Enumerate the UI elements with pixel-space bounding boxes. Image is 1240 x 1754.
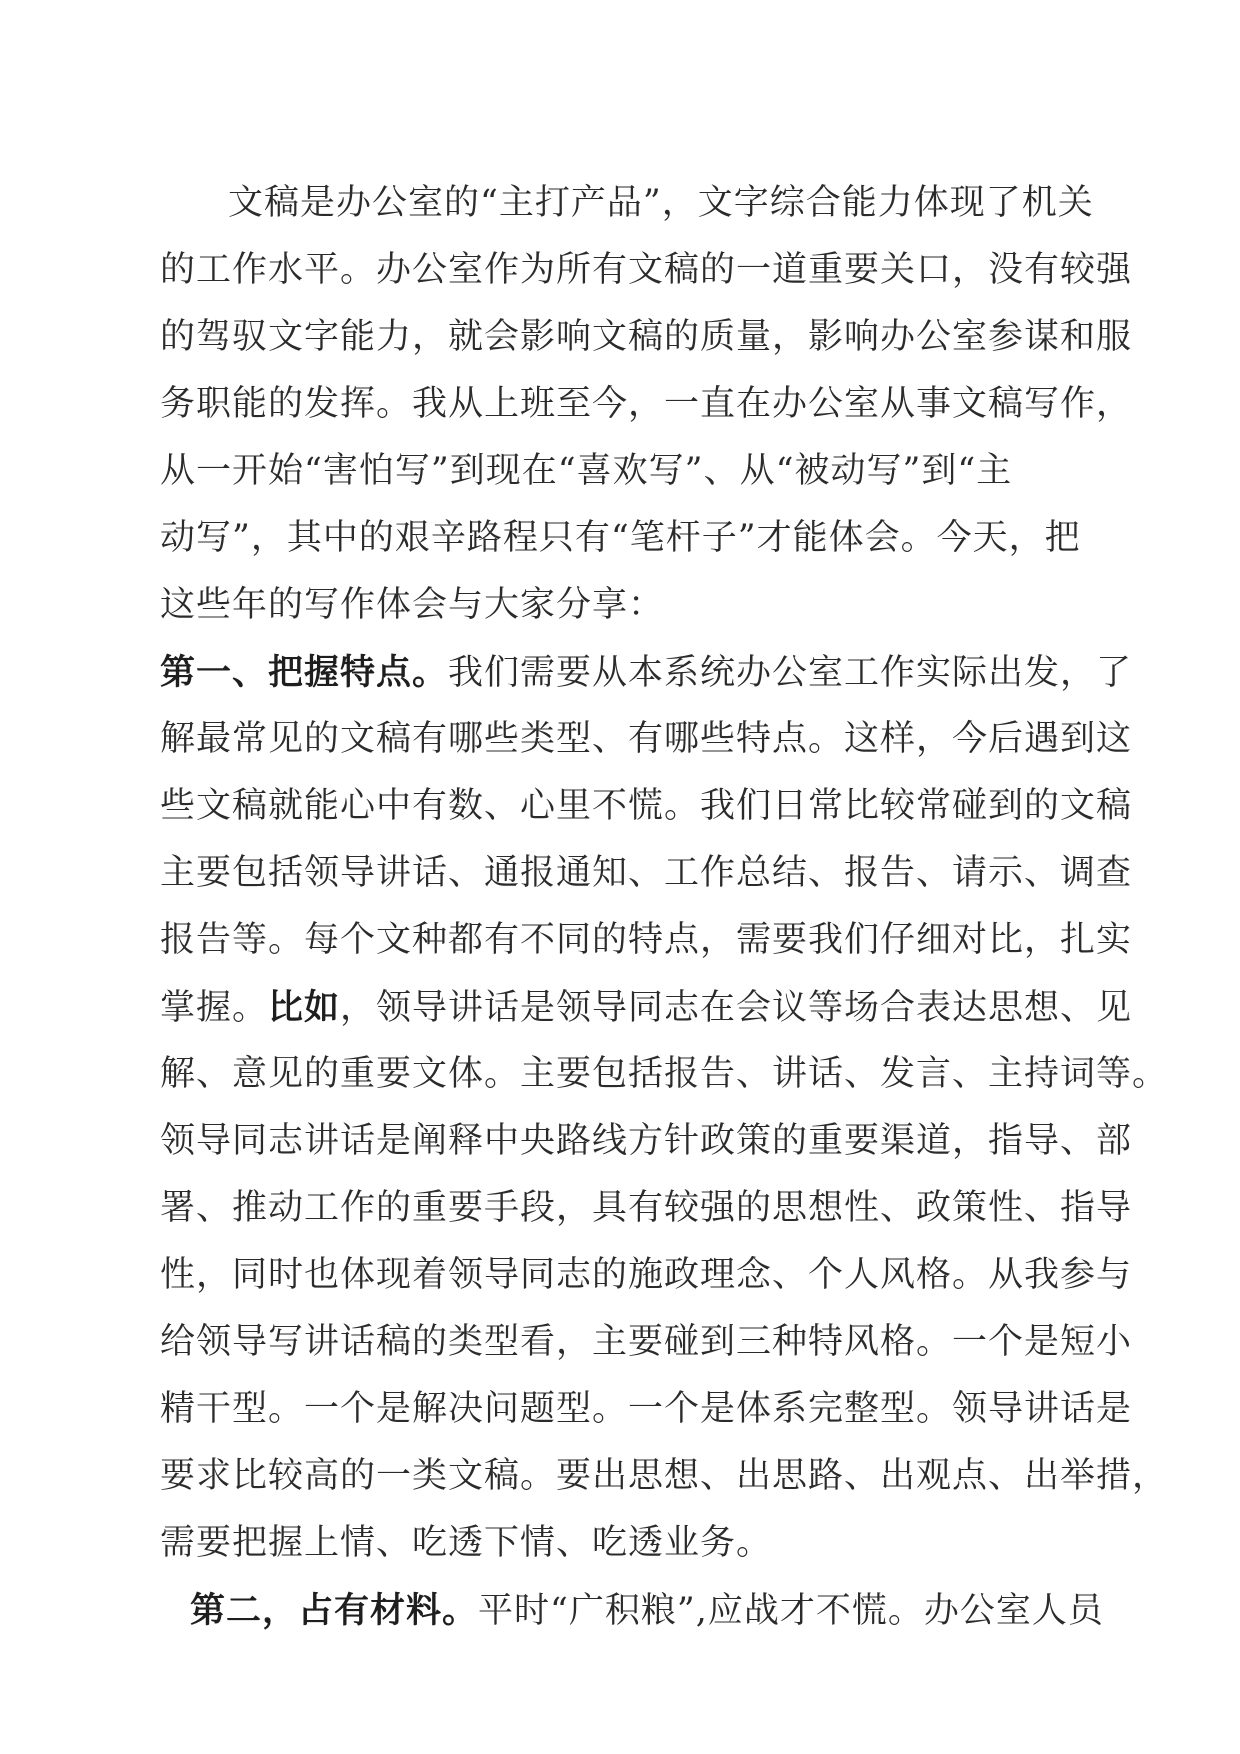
- paragraph-line-example: [160, 974, 1133, 1041]
- section-text: 我们需要从本系统办公室工作实际出发，了: [448, 653, 1133, 693]
- section-first-line: [160, 639, 1133, 706]
- paragraph-line: 需要把握上情、吃透下情、吃透业务。: [160, 1523, 773, 1563]
- paragraph-line: 署、推动工作的重要手段，具有较强的思想性、政策性、指导: [160, 1188, 1133, 1228]
- example-keyword: 比如: [268, 987, 341, 1028]
- paragraph-line: 的工作水平。办公室作为所有文稿的一道重要关口，没有较强: [160, 250, 1133, 290]
- paragraph-line: 这些年的写作体会与大家分享：: [160, 585, 665, 625]
- paragraph-line: 精干型。一个是解决问题型。一个是体系完整型。领导讲话是: [160, 1389, 1133, 1429]
- section-heading-1: 第一、把握特点。: [160, 652, 449, 693]
- paragraph-line: 要求比较高的一类文稿。要出思想、出思路、出观点、出举措，: [160, 1456, 1169, 1496]
- paragraph-line: 动写”，其中的艰辛路程只有“笔杆子”才能体会。今天，把: [160, 518, 1081, 558]
- paragraph-line: 领导同志讲话是阐释中央路线方针政策的重要渠道，指导、部: [160, 1121, 1133, 1161]
- section-text: 平时“广积粮”,应战才不慌。办公室人员: [478, 1591, 1104, 1631]
- paragraph-line: 解最常见的文稿有哪些类型、有哪些特点。这样，今后遇到这: [160, 719, 1133, 759]
- paragraph-line: 文稿是办公室的“主打产品”，文字综合能力体现了机关: [228, 183, 1094, 223]
- section-first-line: [160, 1577, 1120, 1644]
- section-heading-2: 第二，占有材料。: [190, 1590, 479, 1631]
- paragraph-line: 性，同时也体现着领导同志的施政理念、个人风格。从我参与: [160, 1255, 1133, 1295]
- line-rest: ，领导讲话是领导同志在会议等场合表达思想、见: [340, 988, 1133, 1028]
- document-body: [160, 170, 1169, 1644]
- paragraph-line: 些文稿就能心中有数、心里不慌。我们日常比较常碰到的文稿: [160, 786, 1133, 826]
- paragraph-line: 主要包括领导讲话、通报通知、工作总结、报告、请示、调查: [160, 853, 1133, 893]
- paragraph-line: 报告等。每个文种都有不同的特点，需要我们仔细对比，扎实: [160, 920, 1133, 960]
- line-prefix: 掌握。: [160, 988, 269, 1028]
- paragraph-line: 解、意见的重要文体。主要包括报告、讲话、发言、主持词等。: [160, 1054, 1169, 1094]
- paragraph-line: 从一开始“害怕写”到现在“喜欢写”、从“被动写”到“主: [160, 451, 1013, 491]
- paragraph-line: 务职能的发挥。我从上班至今，一直在办公室从事文稿写作，: [160, 384, 1133, 424]
- paragraph-line: 给领导写讲话稿的类型看，主要碰到三种特风格。一个是短小: [160, 1322, 1133, 1362]
- paragraph-line: 的驾驭文字能力，就会影响文稿的质量，影响办公室参谋和服: [160, 317, 1133, 357]
